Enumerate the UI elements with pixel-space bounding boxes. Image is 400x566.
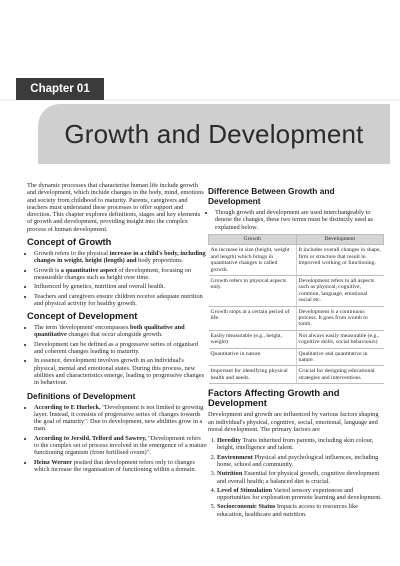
table-cell: Qualitative and quantitative in nature. <box>296 348 384 366</box>
list-item: • In essence, development involves growth in an individual's physical, mental and emotional states. During this process, new abilities and characteristics emerge, leading to progressive changes in behaviour. <box>34 357 207 386</box>
list-item: • Growth refers to the physical increase in a child's body, including changes in weight, height (length) and body proportions. <box>34 250 207 265</box>
table-row <box>209 366 384 384</box>
column-header-growth: Growth <box>209 234 297 244</box>
difference-table <box>208 234 384 384</box>
list-item: 1. Heredity Traits inherited from parents, including skin colour, height, intelligence and talent. <box>217 437 384 452</box>
concept-growth-heading: Concept of Growth <box>27 236 112 248</box>
intro-paragraph: The dynamic processes that characterise human life include growth and development, which include changes in the body, mind, emotions and society from childhood to maturity. Parents, caregivers and teachers must understand these processes to offer support and direction. This chapter explores definitions, stages and key elements of growth and development, providing insight into the complex process of human development. <box>27 182 204 233</box>
list-item: • Teachers and caregivers ensure children receive adequate nutrition and physical activity for healthy growth. <box>34 293 207 308</box>
table-row <box>209 306 384 330</box>
table-row <box>209 330 384 348</box>
column-header-development: Development <box>296 234 384 244</box>
list-item: 2. Environment Physical and psychological influences, including home, school and community. <box>217 454 384 469</box>
table-cell: Not always easily measurable (e.g., cognitive skills, social behaviours) <box>296 330 384 348</box>
table-cell: Important for identifying physical health and needs. <box>209 366 297 384</box>
factors-intro: Development and growth are influenced by various factors shaping an individual's physical, cognitive, social, emotional, language and moral development. The primary factors are <box>208 411 379 433</box>
list-item: • According to E Hurlock, "Development is not limited to growing layer. Instead, it consists of progressive series of changes towards the goal of maturity". Due to development, new abilities grow in a man. <box>34 404 207 433</box>
list-item: 3. Nutrition Essential for physical growth, cognitive development and overall health; a balanced diet is crucial. <box>217 470 384 485</box>
table-cell: Easily measurable (e.g., height, weight) <box>209 330 297 348</box>
table-row <box>209 348 384 366</box>
chapter-title: Growth and Development <box>64 119 364 149</box>
definitions-heading: Definitions of Development <box>27 390 136 401</box>
list-item: • Development can be defined as a progressive series of organised and coherent changes leading to maturity. <box>34 341 207 356</box>
concept-development-heading: Concept of Development <box>27 310 138 322</box>
list-item: • Heinz Werner posited that development refers only to changes which increase the organisation of functioning within a domain. <box>34 459 207 474</box>
list-item: 5. Socioeconomic Status Impacts access to resources like education, healthcare and nutrition. <box>217 503 384 518</box>
table-row <box>209 275 384 306</box>
list-item: • The term 'development' encompasses both qualitative and quantitative changes that occur alongside growth. <box>34 324 207 339</box>
table-cell: Growth refers to physical aspects only. <box>209 275 297 306</box>
list-item: • Growth is a quantitative aspect of development, focusing on measurable changes such as height over time. <box>34 267 207 282</box>
difference-heading: Difference Between Growth and Development <box>208 186 335 206</box>
table-cell: Development is a continuous process. It goes from womb to tomb. <box>296 306 384 330</box>
list-item: • According to Jersild, Telford and Sawrey, "Development refers to the complex set of process involved in the emergence of a mature functioning organism (from fertilised ovum)". <box>34 435 207 457</box>
table-row <box>209 245 384 276</box>
table-cell: Growth stops at a certain period of life. <box>209 306 297 330</box>
list-item: • Though growth and development are used interchangeably to denote the changes, these two terms must be distinctly used as explained below. <box>215 209 384 231</box>
table-cell: Quantitative in nature. <box>209 348 297 366</box>
concept-development-list <box>27 324 207 386</box>
chapter-label: Chapter 01 <box>16 78 104 100</box>
list-item: 4. Level of Stimulation Varied sensory experiences and opportunities for exploration promote learning and development. <box>217 487 384 502</box>
factors-heading: Factors Affecting Growth and Development <box>208 387 340 409</box>
factors-list <box>208 437 384 518</box>
table-cell: Development refers to all aspects such as physical, cognitive, common, language, emotional social etc. <box>296 275 384 306</box>
table-header-row <box>209 234 384 244</box>
left-column <box>27 182 207 475</box>
concept-growth-list <box>27 250 207 307</box>
list-item: • Influenced by genetics, nutrition and overall health. <box>34 283 207 290</box>
table-cell: Crucial for designing educational strategies and interventions <box>296 366 384 384</box>
table-cell: It includes overall changes in shape, firm or structure that result in improved working or functioning. <box>296 245 384 276</box>
right-column <box>208 182 384 520</box>
difference-intro-list <box>208 209 384 231</box>
table-cell: An increase in size (height, weight and length) which brings in quantitative changes is called growth. <box>209 245 297 276</box>
definitions-list <box>27 404 207 474</box>
